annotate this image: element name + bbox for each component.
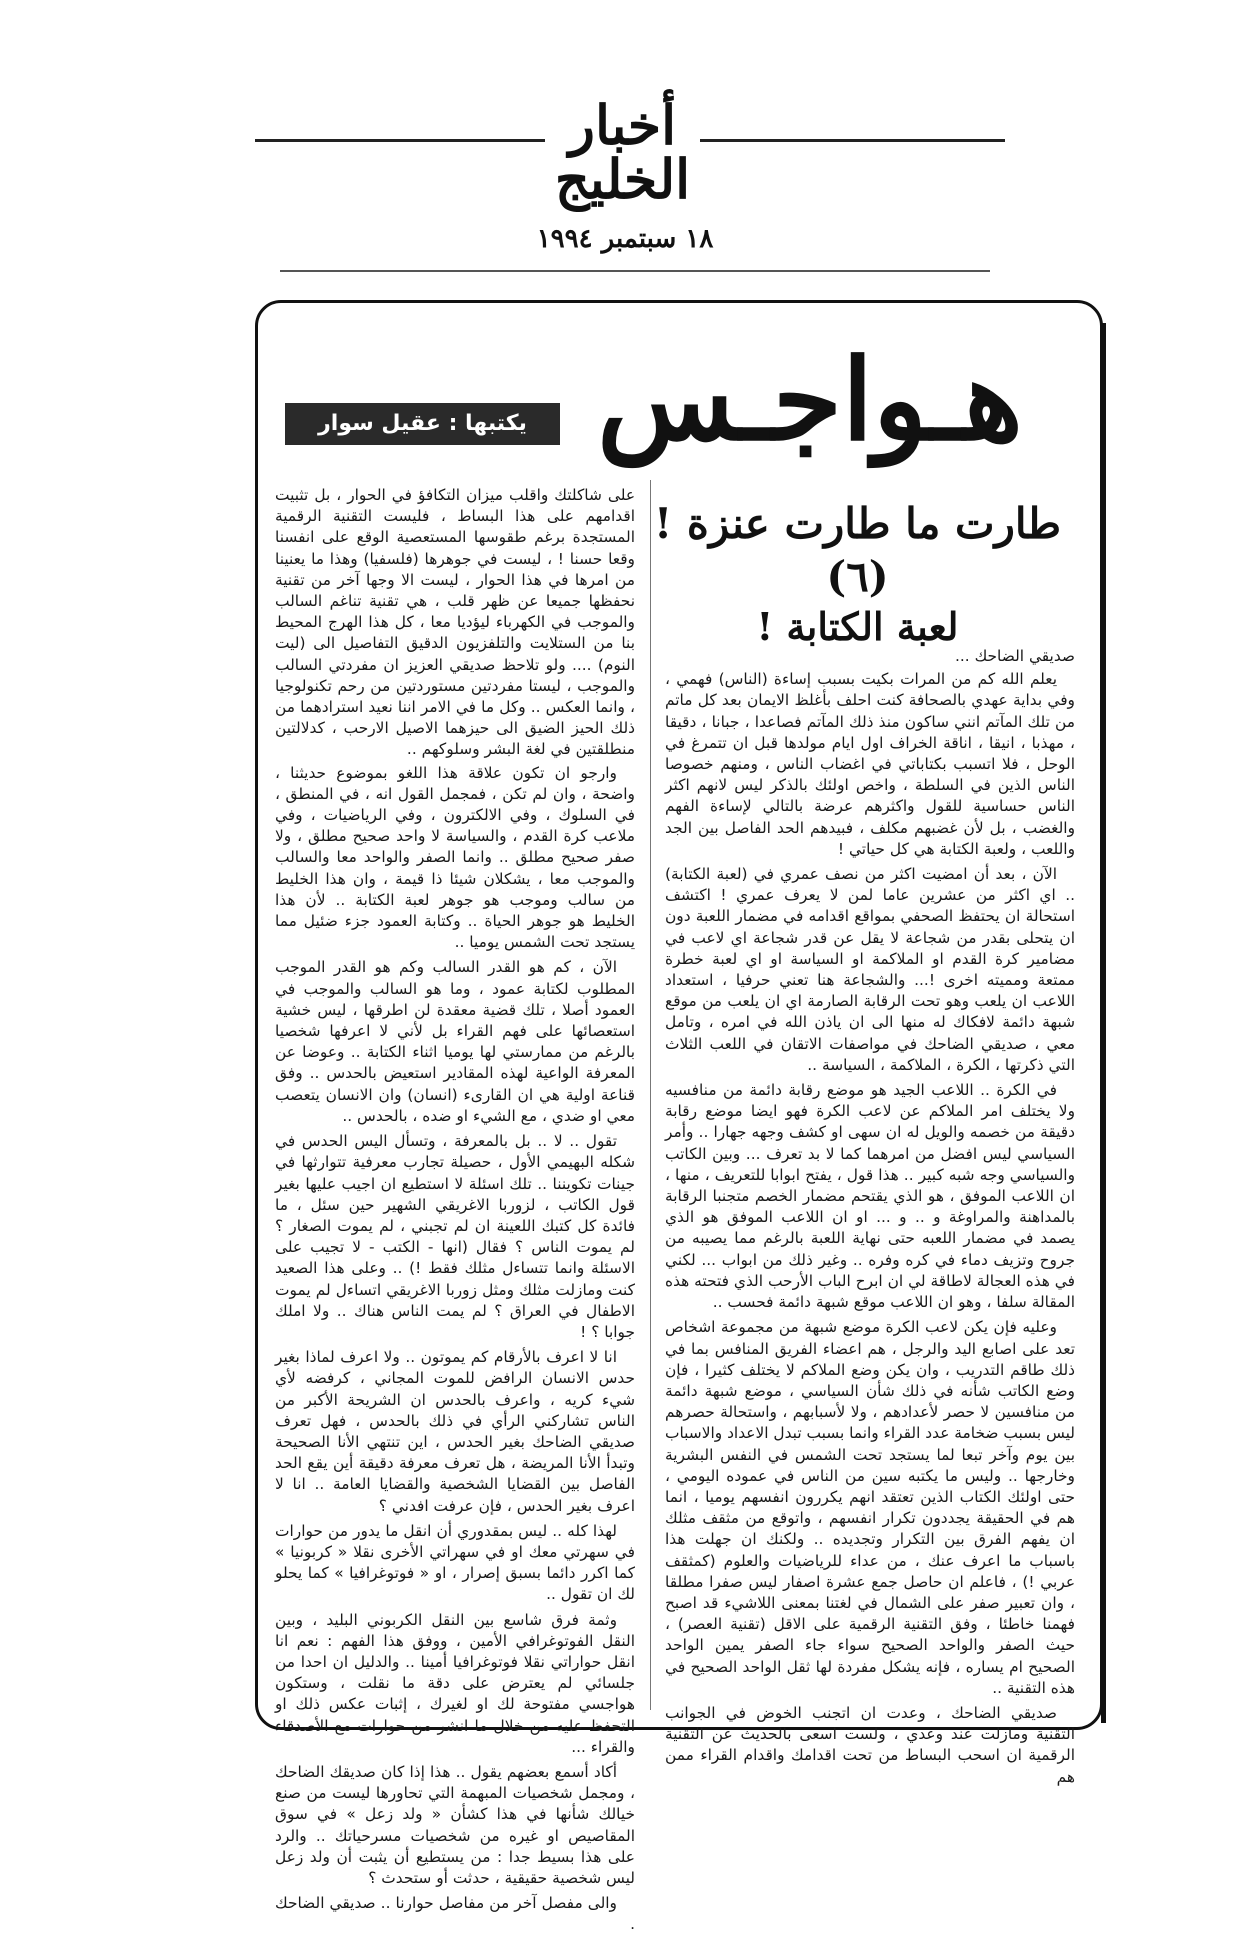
article-paragraph: في الكرة .. اللاعب الجيد هو موضع رقابة دائمة من منافسيه ولا يختلف امر الملاكم عن لاعب الكرة فهو ايضا موضع رقابة دقيقة من خصمه والويل له ان سهى او كشف وجهه جهارا .. وأمر السياسي ليس افضل من امرهما كما لا بد تعرف ... وبين الكاتب والسياسي وجه شبه كبير .. هذا قول ، يفتح ابوابا للتعريف ، منها ، ان اللاعب الموفق ، هو الذي يقتحم مضمار الخصم متجنبا الرقابة بالمداهنة والمراوغة و .. و ... او ان اللاعب الموفق هو الذي يصمد في مضمار اللعبه حتى نهاية اللعبة بالرغم مما يصيبه من جروح وتزيف دماء في كره وفره .. وغير ذلك من ابواب ... لكني في هذه العجالة لاطاقة لي ان ابرح الباب الأرحب الذي فتحته هذه المقالة سلفا ، وهو ان اللاعب موقع شبهة دائمة فحسب .. [665, 1081, 1075, 1312]
article-paragraph: صديقي الضاحك ، وعدت ان اتجنب الخوض في الجوانب التقنية ومازلت عند وعدي ، ولست اسعى بالحديث عن التقنية الرقمية ان اسحب البساط من تحت اقدامك واقدام القراء ممن هم [665, 1703, 1075, 1786]
article-left-column [275, 485, 635, 1934]
article-right-column [664, 646, 1075, 1786]
article-paragraph: تقول .. لا .. بل بالمعرفة ، وتسأل اليس الحدس في شكله البهيمي الأول ، حصيلة تجارب معرفية تتوارثها في جينات تكويننا .. تلك اسئلة لا استطيع ان اجيب عليها بغير قول الكاتب ، لزوربا الاغريقي الشهير حين سئل ، ما فائدة كل كتبك اللعينة ان لم تجبني ، لم يموت الصغار ؟ لم يموت الناس ؟ فقال (انها - الكتب - لا تجيب على الاسئلة وانما تتساءل مثلك فقط !) .. وعلى هذا الصعيد كنت ومازلت مثلك ومثل زوربا الاغريقي اتساءل لم يموت الاطفال في العراق ؟ لم يمت الناس هناك .. ولا املك جوابا ؟ ! [275, 1132, 635, 1341]
newspaper-masthead: أخبار الخليج [554, 93, 691, 211]
date-divider [280, 270, 990, 272]
article-paragraph: وثمة فرق شاسع بين النقل الكربوني البليد ، وبين النقل الفوتوغرافي الأمين ، ووفق هذا الفهم : نعم انا انقل حواراتي نقلا فوتوغرافيا أمينا .. والدليل ان احدا من جلسائي لم يعترض على دقة ما نقلت ، وستكون هواجسي مفتوحة لك او لغيرك ، إثبات عكس ذلك او التحفظ عليه من خلال ما انشر من حوارات مع الأصدقاء والقراء ... [275, 1610, 635, 1756]
article-paragraph: وارجو ان تكون علاقة هذا اللغو بموضوع حديثنا ، واضحة ، وان لم تكن ، فمجمل القول انه ، في المنطق ، في السلوك ، وفي الالكترون ، وفي الرياضيات ، وفي ملاعب كرة القدم ، والسياسة لا واحد صحيح مطلق ، ولا صفر صحيح مطلق .. وانما الصفر والواحد معا والسالب والموجب معا ، يشكلان شيئا ذا قيمة ، وان هذا الخليط من سالب وموجب هو جوهر لعبة الكتابة .. لأن هذا الخليط هو جوهر الحياة .. وكتابة العمود جزء ضئيل مما يستجد تحت الشمس يوميا .. [275, 763, 635, 952]
article-paragraph: الآن ، بعد أن امضيت اكثر من نصف عمري في (لعبة الكتابة) .. اي اكثر من عشرين عاما لمن لا يعرف عمري ! اكتشف استحالة ان يحتفظ الصحفي بمواقع اقدامه في مضمار اللعبة دون ان يتحلى بقدر من شجاعة لا يقل عن قدر شجاعة اي لاعب في مضامير كرة القدم او الملاكمة او السياسة او اي لعبة خطرة ممتعة ومميته اخرى !... والشجاعة هنا تعني حرفيا ، استعداد اللاعب ان يلعب وهو تحت الرقابة الصارمة اي ان يلعب من موقع شبهة دائمة لافكاك له منها الى ان ياذن الله في امره ، وتامل معي ، صديقي الضاحك في مواصفات الاتقان في اللعب الثلاث التي ذكرتها ، الكرة ، الملاكمة ، السياسة .. [665, 865, 1075, 1074]
article-paragraph: والى مفصل آخر من مفاصل حوارنا .. صديقي الضاحك . [275, 1894, 635, 1934]
masthead-rule-left [255, 139, 545, 142]
article-title-line1: طارت ما طارت عنزة ! (٦) [653, 499, 1062, 601]
article-title-line2: لعبة الكتابة ! [756, 604, 959, 649]
frame-shadow-edge [1101, 323, 1106, 1723]
article-paragraph: أكاد أسمع بعضهم يقول .. هذا إذا كان صديقك الضاحك ، ومجمل شخصيات المبهمة التي تحاورها ليست من صنع خيالك شأنها في هذا كشأن « ولد زعل » في سوق المقاصيص او غيره من شخصيات مسرحياتك .. والرد على هذا بسيط جدا : من يستطيع أن يثبت أن ولد زعل ليس شخصية حقيقية ، حدثت أو ستحدث ؟ [275, 1762, 635, 1887]
article-paragraph: على شاكلتك واقلب ميزان التكافؤ في الحوار ، بل تثبيت اقدامهم على هذا البساط ، فليست التقنية الرقمية المستجدة برغم طقوسها المستعصية الوقع على انفسنا وقعا حسنا ! ، ليست في جوهرها (فلسفيا) وهذا ما يعنينا من امرها في هذا الحوار ، ليست الا وجها آخر من تقنية نحفظها جميعا عن ظهر قلب ، هي تقنية تناغم السالب والموجب في الكهرباء ليؤديا معا ، كل هذا الهرج المحيط بنا من الستلايت والتلفزيون الدقيق التفاصيل الى (ليت النوم) .... ولو تلاحظ صديقي العزيز ان مفردتي السالب والموجب ، ليستا مفردتين مستوردتين من رحم تكنولوجيا ، وانما العكس .. وكل ما في الامر اننا نعيد استرادهما من ذلك الحيز الضيق الى حيزهما الاصيل الارحب ، كدلالتين منطلقتين في لغة البشر وسلوكهم .. [275, 486, 635, 759]
article-paragraph: لهذا كله .. ليس بمقدوري أن انقل ما يدور من حوارات في سهرتي معك او في سهراتي الأخرى نقلا « كربونيا » كما اكرر دائما بسبق إصرار ، او « فوتوغرافيا » كما يحلو لك ان تقول .. [275, 1521, 635, 1604]
column-heading: هـواجـس [597, 335, 1023, 466]
masthead-rule-right [700, 139, 1005, 142]
issue-date: ١٨ سبتمبر ١٩٩٤ [536, 224, 714, 254]
article-title [645, 498, 1070, 651]
article-paragraph: وعليه فإن يكن لاعب الكرة موضع شبهة من مجموعة اشخاص تعد على اصابع اليد والرجل ، هم اعضاء الفريق المنافس بما في ذلك طاقم التدريب ، وان يكن وضع الملاكم لا يختلف كثيرا ، فإن وضع الكاتب شأنه في ذلك شأن السياسي ، موضع شبهة دائمة من منافسين لا حصر لأعدادهم ، ولا لأسبابهم ، واستحالة حصرهم ليس بسبب ضخامة عدد القراء وانما بسبب تبدل الاعداد والاسباب بين يوم وآخر تبعا لما يستجد تحت الشمس في النفس البشرية وخارجها .. وليس ما يكتبه سين من الناس في عموده اليومي ، حتى اولئك الكتاب الذين تعتقد انهم يكررون انفسهم يوميا ، انما هم في الحقيقة يجددون تكرار انفسهم ، واتوقع من مثقف مثلك ان يفهم الفرق بين التكرار وتجديده .. ولكنك ان جهلت هذا باسباب ما اعرف عنك ، من عداء للرياضيات والعلوم (كمثقف عربي !) ، فاعلم ان حاصل جمع عشرة اصفار ليس صفرا مطلقا ، وان تعبير صفر على الشمال في لغتنا بمعنى اللاشيء قد اصبح فهمنا خاطئا ، وفق التقنية الرقمية على الاقل (تقنية العصر) ، حيث الصفر والواحد الصحيح سواء جاء الصفر يمين الواحد الصحيح ام يساره ، فإنه يشكل مفردة لها ثقل الواحد الصحيح في هذه التقنية .. [664, 1318, 1075, 1697]
article-paragraph: يعلم الله كم من المرات بكيت بسبب إساءة (الناس) فهمي ، وفي بداية عهدي بالصحافة كنت احلف بأغلظ الايمان بعد كل ماتم من تلك المآتم انني ساكون منذ ذلك المآتم فصاعدا ، جبانا ، دقيقا ، مهذبا ، انيقا ، اناقة الخراف اول ايام مولدها قبل ان تتمرغ في الوحل ، فلا اتسبب بكتاباتي في اغضاب الناس ، ومنهم خصوصا الناس الذين في السلطة ، واخص اولئك بالذكر ليس لانهم اكثر الناس حساسية للقول واكثرهم عرضة بالتالي لإساءة الفهم والغضب ، بل لأن غضبهم مكلف ، فبيدهم الحد الفاصل بين الجد واللعب ، ولعبة الكتابة هي كل حياتي ! [665, 670, 1075, 858]
author-byline: يكتبها : عقيل سوار [285, 403, 560, 445]
column-divider [650, 480, 651, 1710]
article-paragraph: صديقي الضاحك ... [955, 647, 1075, 665]
article-paragraph: الآن ، كم هو القدر السالب وكم هو القدر الموجب المطلوب لكتابة عمود ، وما هو السالب والموجب في العمود أصلا ، تلك قضية معقدة لن اطرقها ، ليس خشية استعصائها على فهم القراء بل لأني لا اعرفها شخصيا بالرغم من ممارستي لها يوميا اثناء الكتابة .. وعوضا عن المعرفة الواعية لهذه المقادير استعيض بالحدس .. وفق قناعة اولية هي ان القارىء (انسان) وان الانسان يتعصب معي او ضدي ، مع الشيء او ضده ، بالحدس .. [275, 958, 635, 1125]
article-paragraph: انا لا اعرف بالأرقام كم يموتون .. ولا اعرف لماذا بغير حدس الانسان الرافض للموت المجاني ، كرفضه لأي شيء كريه ، واعرف بالحدس ان الشريحة الأكبر من الناس تشاركني الرأي في ذلك بالحدس ، فهل تعرف صديقي الضاحك بغير الحدس ، اين تنتهي الأنا الصحيحة وتبدأ الأنا المريضة ، هل تعرف معرفة دقيقة أين يقع الحد الفاصل بين القضايا الشخصية والقضايا العامة .. انا لا اعرف بغير الحدس ، فإن عرفت افدني ؟ [275, 1348, 635, 1515]
